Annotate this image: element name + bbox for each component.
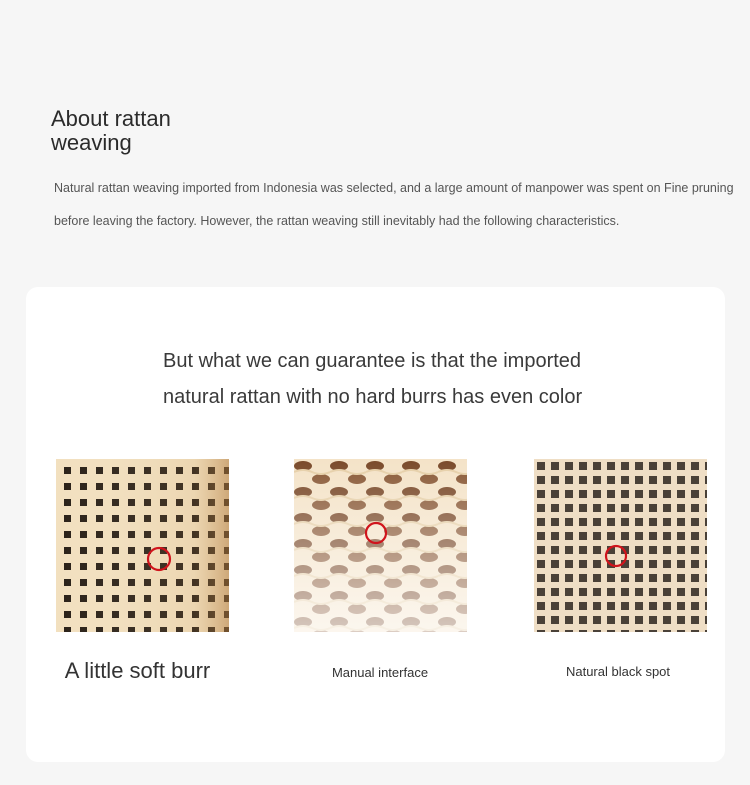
guarantee-text [163, 343, 633, 415]
rattan-photo-soft-burr [56, 459, 229, 632]
rattan-photo-manual-interface [294, 459, 467, 632]
section-heading-line-2: weaving [51, 130, 132, 155]
caption-manual-interface: Manual interface [331, 665, 429, 680]
rattan-photo-black-spot [534, 459, 707, 632]
section-heading [51, 107, 251, 155]
caption-soft-burr: A little soft burr [64, 658, 211, 683]
guarantee-line-2: natural rattan with no hard burrs has even color [163, 386, 583, 408]
caption-black-spot: Natural black spot [565, 664, 671, 679]
intro-paragraph: Natural rattan weaving imported from Indonesia was selected, and a large amount of manpower was spent on Fine pruning before leaving the factory. However, the rattan weaving still inevitably had the following characteristics. [54, 181, 734, 228]
guarantee-line-1: But what we can guarantee is that the imported [163, 350, 582, 372]
section-heading-line-1: About rattan [51, 106, 171, 131]
